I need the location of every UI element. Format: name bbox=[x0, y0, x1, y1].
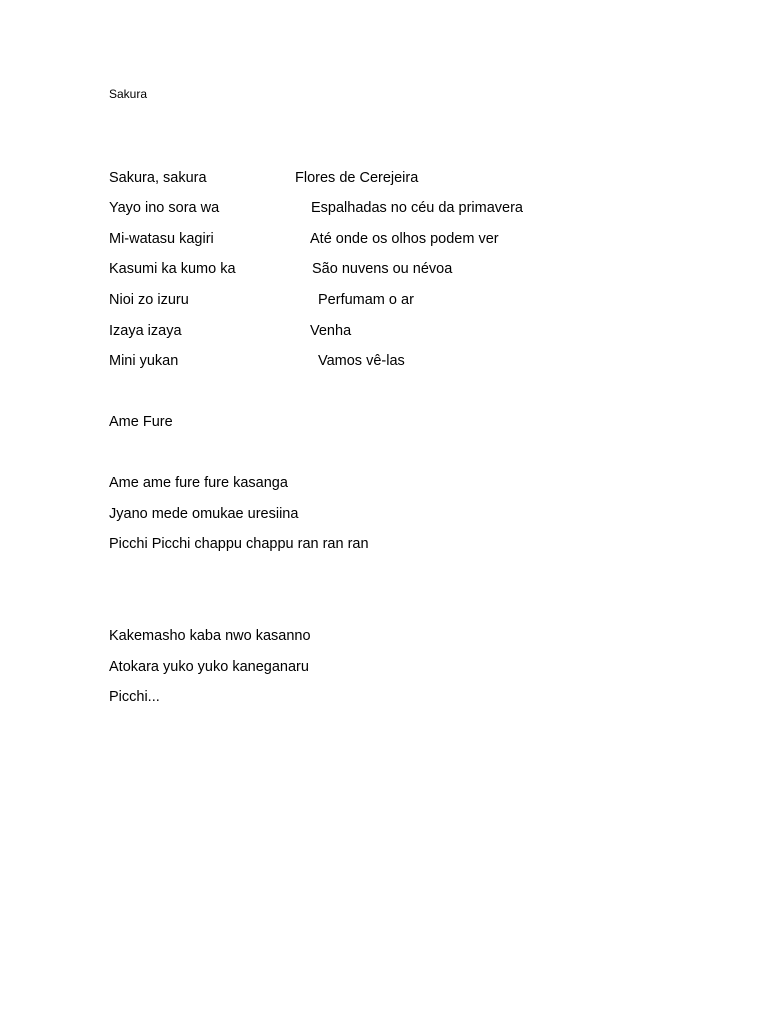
sakura-verse-japanese-6: Izaya izaya bbox=[109, 323, 182, 339]
sakura-verse-portuguese-4: São nuvens ou névoa bbox=[312, 261, 453, 277]
ame-fure-line: Picchi Picchi chappu chappu ran ran ran bbox=[109, 536, 369, 552]
sakura-verse-portuguese-7: Vamos vê-las bbox=[318, 353, 405, 369]
sakura-verse-portuguese-1: Flores de Cerejeira bbox=[295, 170, 419, 186]
sakura-verse-japanese-5: Nioi zo izuru bbox=[109, 292, 189, 308]
ame-fure-line: Kakemasho kaba nwo kasanno bbox=[109, 628, 311, 644]
ame-fure-line: Picchi... bbox=[109, 689, 160, 705]
second-song-title: Ame Fure bbox=[109, 414, 173, 430]
sakura-verse-japanese-7: Mini yukan bbox=[109, 353, 179, 369]
sakura-verse-portuguese-2: Espalhadas no céu da primavera bbox=[311, 200, 523, 216]
sakura-verse-portuguese-6: Venha bbox=[310, 323, 352, 339]
sakura-verse-portuguese-3: Até onde os olhos podem ver bbox=[310, 231, 499, 247]
sakura-verse-japanese-3: Mi-watasu kagiri bbox=[109, 231, 214, 247]
sakura-verse-portuguese-5: Perfumam o ar bbox=[318, 292, 414, 308]
sakura-verse-japanese-4: Kasumi ka kumo ka bbox=[109, 261, 236, 277]
ame-fure-line: Jyano mede omukae uresiina bbox=[109, 506, 299, 522]
ame-fure-line: Atokara yuko yuko kaneganaru bbox=[109, 659, 309, 675]
document-header: Sakura bbox=[109, 87, 148, 101]
sakura-verse-japanese-1: Sakura, sakura bbox=[109, 170, 207, 186]
sakura-verse-japanese-2: Yayo ino sora wa bbox=[109, 200, 220, 216]
ame-fure-line: Ame ame fure fure kasanga bbox=[109, 475, 288, 491]
